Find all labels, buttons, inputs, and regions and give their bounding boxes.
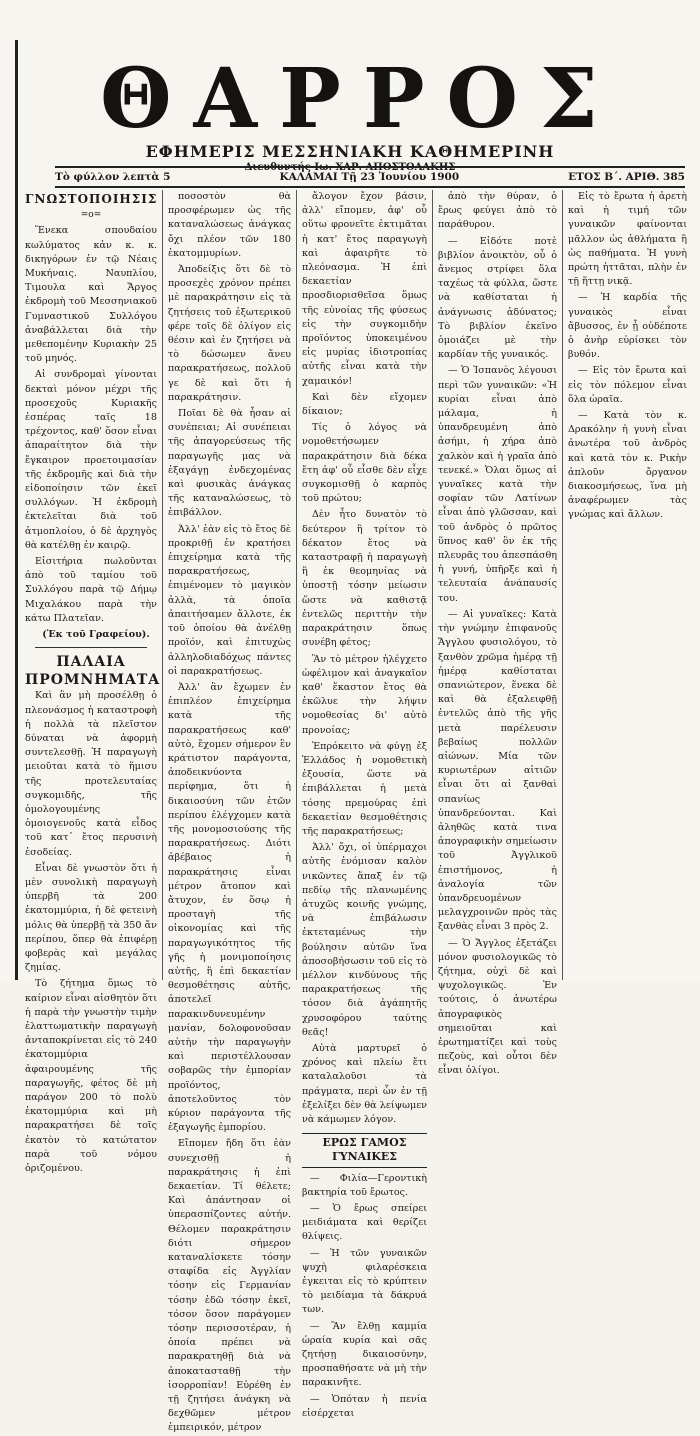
director-line: Διευθυντής Ιω. ΧΑΡ. ΑΠΟΣΤΟΛΑΚΗΣ [244,162,456,173]
paragraph: ἄλογον ἔχον βάσιν, ἀλλ' εἴπομεν, ἀφ' οὗ οὕτω φρονεῖτε ἐκτιμᾶται ἡ κατ' ἔτος παραγωγὴ καὶ ἀφαιρῆτε τὸ πλεόνασμα. Ἡ ἐπὶ δεκαετίαν προσδιορισθεῖσα ὅμως τῆς εὐνοίας τῆς φύσεως εἰς τὴν συγκομιδὴν προϊόντος ὑποκειμένου εἰς μυρίας ἰδιοτροπίας αὐτῆς εἶναι κατὰ τὴν χαμαικόν! [302,191,427,387]
paragraph: Εἰς τὸ ἔρωτα ἡ ἀρετὴ καὶ ἡ τιμή τῶν γυναικῶν φαίνονται μᾶλλον ὡς ἀθλήματα ἢ ὡς παθήματα. Ἡ γυνὴ πρώτη ἡττᾶται, πλὴν ἐν τῇ ἥττῃ νικᾷ. [568,191,687,288]
issue-number: ΕΤΟΣ Β΄. ΑΡΙΘ. 385 [568,171,685,183]
paragraph: Ἕνεκα σπουδαίου κωλύματος κἀν κ. κ. δικηγόρων ἐν τῷ Νέαις Μυκήναις. Ναυπλίου, Τιμουλα καὶ Ἄργος ἐκδρομὴ τοῦ Μεσσηνιακοῦ Γυμναστικοῦ Συλλόγου ἀναβάλλεται διὰ τὴν μεθεπομένην Κυριακὴν 25 τοῦ μηνός. [25,225,157,365]
column-3 [296,190,432,1419]
paragraph: Εἰσιτήρια πωλοῦνται ἀπὸ τοῦ ταμίου τοῦ Συλλόγου παρὰ τῷ Δήμῳ Μιχαλάκου παρὰ τὴν κάτω Πλατεῖαν. [25,556,157,624]
column-1 [20,190,162,1174]
aphorism: — Ἂν ἔλθῃ καμμία ὡραία κυρία καὶ σᾶς ζητήσῃ δικαιοσύνην, προσπαθήσατε νὰ μὴ τὴν παρακινῆτε. [302,1320,427,1389]
page-edge-rule [15,40,18,980]
paragraph: Ἀλλ' ὄχι, οἱ ὑπέρμαχοι αὐτῆς ἐνόμισαν καλὸν νικῶντες ἅπαξ ἐν τῷ πεδίῳ τῆς πλανωμένης ἀτυχῶς κοινῆς γνώμης, νὰ ἐπιβάλωσιν ἐκτεταμένως τὴν βούλησιν αὐτῶν ἵνα ἀποσοβήσωσιν τοῦ εἰς τὸ μέλλον κινδύνους τῆς παρακρατήσεως τῆς τόσον διὰ ἀγάπητῆς χρυσοφόρου ταύτης θεᾶς! [302,842,427,1038]
aphorism: — Φιλία—Γεροντικὴ βακτηρία τοῦ ἔρωτος. [302,1172,427,1198]
article-heading: ΠΑΛΑΙΑ ΠΡΟΜΝΗΜΑΤΑ [25,654,161,689]
paragraph: Αἱ συνδρομαὶ γίνονται δεκταὶ μόνον μέχρι τῆς προσεχοῦς Κυριακῆς ἐσπέρας ταῖς 18 τρέχοντος, καθ' ὅσον εἶναι ἀπαραίτητον διὰ τὴν ἔγκαιρον προετοιμασίαν τῆς ἐκδρομῆς καὶ διὰ τὴν εἰδοποίησιν τῶν ἐκεῖ συλλόγων. Ἡ ἐκδρομὴ ἐκτελεῖται διὰ τοῦ ἀτμοπλοίου, ὁ δὲ ἀρχηγὸς θὰ κατέλθῃ ἐν καιρῷ. [25,369,157,551]
notice-heading: ΓΝΩΣΤΟΠΟΙΗΣΙΣ [25,192,158,206]
paragraph: Καὶ δὲν εἴχομεν δίκαιον; [302,391,427,418]
column-4 [432,190,562,1077]
paragraph: — Εἰδότε ποτὲ βιβλίον ἀνοικτὸν, οὗ ὁ ἄνεμος στρίφει ὅλα ταχέως τὰ φύλλα, ὥστε νὰ καθίσταται ἡ ἀνάγνωσις ἀδύνατος; Τὸ βιβλίον ἐκεῖνο ὁμοιάζει μὲ τὴν καρδίαν τῆς γυναικός. [438,235,557,361]
paragraph: — Αἱ γυναῖκες: Κατὰ τὴν γνώμην ἐπιφανοῦς Ἄγγλου φυσιολόγου, τὸ ξανθὸν χρῶμα ἡμέρᾳ τῇ ἡμέρᾳ καθίσταται σπανιώτερον, ἕνεκα δὲ καὶ θὰ ἐξαλειφθῇ ἐντελῶς ἀπὸ τῆς γῆς μετὰ παρέλευσιν βεβαίως πολλῶν αἰώνων. Μία τῶν κυριωτέρων αἰτιῶν εἶναι ὅτι αἱ ξανθαὶ σπανίως ὑπανδρεύονται. Καὶ ἀληθῶς κατὰ τινα ἀπογραφικὴν σημείωσιν τοῦ Ἀγγλικοῦ ἐπιστήμονος, ἡ ἀναλογία τῶν ὑπανδρευομένων μελαγχροινῶν πρὸς τὰς ξανθὰς εἶναι 3 πρὸς 2. [438,608,557,933]
paragraph: ποσοστὸν θὰ προσφέρωμεν ὡς τῆς καταναλώσεως ἀνάγκας ὄχι πλέον τῶν 180 ἑκατομμυρίων. [168,191,291,259]
paragraph: — Κατὰ τὸν κ. Δρακόλην ἡ γυνὴ εἶναι ἀνωτέρα τοῦ ἀνδρὸς καὶ κατὰ τὸν κ. Ρικὴν ἀπλοῦν ὄργανον διακοσμήσεως, ἵνα μὴ ἀναφέρωμεν τὰς γνώμας καὶ ἄλλων. [568,410,687,521]
section-heading-box: ΕΡΩΣ ΓΑΜΟΣ ΓΥΝΑΙΚΕΣ [302,1133,427,1167]
masthead [0,51,700,173]
paragraph: Ἀποδείξις ὅτι δὲ τὸ προσεχὲς χρόνον πρέπει μὲ παρακράτησιν εἰς τὰ ζητήσεις τοῦ ἐξωτερικοῦ φέρε τοῖς δὲ ὀλίγον εἰς θέσιν καὶ ἐν ζητήσει νὰ τὸ δώσωμεν ἄνευ παρακρατήσεως, πολλοῦ γε δὲ καὶ ὅτι ἡ παρακράτησιν. [168,264,291,403]
paragraph: Αὐτὰ μαρτυρεῖ ὁ χρόνος καὶ πλείω ἔτι καταλαλοῦσι τὰ πράγματα, περὶ ὧν ἐν τῇ ἐξελίξει δὲν θὰ λείψωμεν νὰ κάμωμεν λόγον. [302,1042,427,1125]
paragraph: Εἴπομεν ἤδη ὅτι ἐὰν συνεχισθῇ ἡ παρακράτησις ἡ ἐπὶ δεκαετίαν. Τί θέλετε; Καὶ ἀπάντησαν οἱ ὑπερασπίζοντες αὐτήν. Θέλομεν παρακράτησιν διότι σήμερον καταναλίσκετε τόσην σταφίδα εἰς Ἀγγλίαν τόσην εἰς Γερμανίαν τόσην ἐδῶ τόσην ἐκεῖ, τόσον ὅσον παράγομεν τόσην περισσοτέραν, ἡ ὁποία πρέπει νὰ παρακρατηθῇ διὰ νὰ ἀποκατασταθῇ τὴν ἰσορροπίαν! Εὐρέθη ἐν τῇ ζητήσει ἀνάγκη νὰ δεχθῶμεν μέτρον ἐμπειρικόν, μέτρον [168,1138,291,1434]
paragraph: ἀπὸ τὴν θύραν, ὁ ἔρως φεύγει ἀπὸ τὸ παράθυρον. [438,191,557,231]
column-5 [562,190,692,980]
article-columns [20,190,692,1434]
paragraph: — Εἰς τὸν ἔρωτα καὶ εἰς τὸν πόλεμον εἶναι ὅλα ὡραῖα. [568,365,687,405]
column-2 [162,190,296,1434]
issue-date: ΚΑΛΑΜΑΙ Τῇ 23 Ἰουνίου 1900 [279,171,460,183]
paragraph: — Ὁ Ἰσπανὸς λέγουσι περὶ τῶν γυναικῶν: «Ἡ κυρίαι εἶναι ἀπὸ μάλαμα, ἡ ὑπανδρευμένη ἀπὸ ἀσήμι, ἡ χήρα ἀπὸ χαλκὸν καὶ ἡ γραῖα ἀπὸ τενεκέ.» Ὁλαι ὅμως αἱ γυναῖκες κατὰ τὴν σοφίαν τῶν Λατίνων εἶναι ἀπὸ γλῶσσαν, καὶ τοῦ ἀνδρὸς ὁ πρῶτος ὕπνος καθ' ὃν ἐκ τῆς πλευρᾶς του ἀπεσπάσθη ἡ γυνή, ὑπῆρξε καὶ ἡ τελευταία ἀνάπαυσίς του. [438,365,557,604]
paragraph: Τὸ ζήτημα ὅμως τὸ καίριον εἶναι αἰσθητὸν ὅτι ἡ παρὰ τὴν γνωστὴν τιμὴν ἐλαττωματικὴν παραγωγὴ ἀνταποκρίνεται εἰς τὸ 240 ἑκατομμύρια ἀφαιρουμένης τῆς παραγωγῆς, φέτος δὲ μὴ παράγον 200 τὸ πολὺ ἑκατομμύρια καὶ μὴ παρακρατήσει δὲ τοῖς ἐκατὸν τὸ κατώτατον παρὰ τοῦ νόμου ὁριζομένου. [25,978,157,1174]
dateline-bar [55,166,685,188]
paragraph: — Ἡ καρδία τῆς γυναικὸς εἶναι ἄβυσσος, ἐν ᾗ οὐδέποτε ὁ ἀνὴρ εὑρίσκει τὸν βυθόν. [568,292,687,361]
paragraph: Ποῖαι δὲ θὰ ἦσαν αἱ συνέπειαι; Αἱ συνέπειαι τῆς ἀπαγορεύσεως τῆς παραγωγῆς μας νὰ ἐξαγάγῃ ἐνδεχομένας καὶ φυσικὰς ἀνάγκας τῆς καταναλώσεως, τὸ ἐπιβάλλον. [168,408,291,519]
issue-price: Τὸ φύλλον λεπτὰ 5 [55,171,171,183]
paragraph: Ἐπρόκειτο νὰ φύγῃ ἐξ Ἑλλάδος ἡ νομοθετικὴ ἐξουσία, ὥστε νὰ ἐπιβάλλεται ἡ μετὰ τόσης πρεμούρας ἐπὶ δεκαετίαν θεσμοθέτησις τῆς παρακρατήσεως; [302,740,427,837]
notice-source: (Ἐκ τοῦ Γραφείου). [42,629,150,641]
paragraph: Δὲν ἦτο δυνατὸν τὸ δεύτερον ἢ τρίτον τὸ δέκατον ἔτος νὰ καταστραφῇ ἡ παραγωγὴ ἢ ἐκ θεομηνίας νὰ ὑποστῇ τόσην μείωσιν ὥστε νὰ καθιστᾷ ἐντελῶς περιττὴν τὴν παρακράτησιν ὅπως συνέβη φέτος; [302,509,427,649]
paragraph: — Ὁ Ἄγγλος ἐξετάζει μόνον φυσιολογικῶς τὸ ζήτημα, οὐχὶ δὲ καὶ ψυχολογικῶς. Ἐν τούτοις, ὁ ἀνωτέρω ἀπογραφικὸς σημειοῦται καὶ ἐρωτηματίζει καὶ τοὺς πεζοὺς, καὶ οὗτοι δὲν εἶναι ὀλίγοι. [438,937,557,1077]
aphorism: — Ὁπόταν ἡ πενία εἰσέρχεται [302,1393,427,1419]
paragraph: Ἀλλ' ἐὰν εἰς τὸ ἔτος δὲ προκριθῇ ἐν κρατήσει ἐπιχείρημα κατὰ τῆς παρακρατήσεως, ἐπιμένομεν τὸ μαγικὸν ἀλλὰ, τὰ ὁποῖα ἀπαιτήσαμεν ἄλλοτε, ἐκ τοῦ ὁποίου θὰ ἀνέλθῃ προϊόν, καὶ ἐπιτυχὼς ἀλληλοδιαδόχως πάντες οἱ παρακρατήσεως. [168,523,291,677]
paragraph: Τίς ὁ λόγος νὰ νομοθετήσωμεν παρακράτησιν διὰ δέκα ἔτη ἀφ' οὗ εἶσθε δὲν εἶχε συγκομισθῇ ὁ καρπὸς τοῦ πρώτου; [302,422,427,505]
aphorisms-list [302,1172,427,1421]
section-divider [35,647,147,648]
aphorism: — Ἡ τῶν γυναικῶν ψυχὴ φιλαρέσκεια ἐγκειται εἰς τὸ κρύπτειν τὸ μειδίαμα τὰ δάκρυά των. [302,1247,427,1316]
paragraph: Εἶναι δὲ γνωστὸν ὅτι ἡ μὲν συνολικὴ παραγωγὴ ὑπερβῆ τὰ 200 ἑκατομμύρια, ἡ δὲ φετεινὴ μόλις θὰ ὑπερβῇ τὰ 350 ἄν περίπου, ὅπερ θὰ ἐπιφέρῃ φοβερὰς καὶ μεγάλας ζημίας. [25,862,157,974]
paragraph: Ἂν τὸ μέτρον ἠλέγχετο ὠφέλιμον καὶ ἀναγκαῖον καθ' ἕκαστον ἔτος θὰ ἐκῶλυε τὴν λήψιν νομοθεσίας δι' αὐτὸ προνοίας; [302,653,427,736]
paragraph: Καὶ ἂν μὴ προσέλθῃ ὁ πλεονάσμος ἡ καταστροφὴ ἡ πολλὰ τὰ πλεῖστον δύναται νὰ ἀφορμὴ συντελεσθῇ. Ἡ παραγωγὴ μειοῦται κατὰ τὸ ἥμισυ τῆς προτελευταίας συγκομιδῆς, τῆς ὁμολογουμένης ὁμοιογενοῦς κατὰ εἶδος τοῦ κατ᾽ ἔτος περυσινὴ ἐσοδείας. [25,690,157,858]
newspaper-subtitle: ΕΦΗΜΕΡΙΣ ΜΕΣΣΗΝΙΑΚΗ ΚΑΘΗΜΕΡΙΝΗ [145,142,555,161]
aphorism: — Ὁ ἔρως σπείρει μειδιάματα καὶ θερίζει θλίψεις. [302,1203,427,1243]
ornament-divider: =o= [80,210,102,221]
newspaper-title: ΘΑΡΡΟΣ [100,51,620,147]
paragraph: Ἀλλ' ἂν ἔχωμεν ἐν ἐπιπλέον ἐπιχείρημα κατὰ τῆς παρακρατήσεως καθ' αὐτὸ, ἔχομεν σήμερον ἓν κράτιστον παράγοντα, ἀποδεικνύοντα περίφημα, ὅτι ἡ δικαιοσύνη τῶν ἐτῶν περίπου ἐλέγχομεν κατὰ τῆς μονομοσιούσης τῆς παρακρατήσεως. Διότι ἀβέβαιος ἡ παρακράτησις εἶναι μέτρον ἄτοπον καὶ ἄτυχον, ἐν ὅσῳ ἡ προσταγὴ τῆς οἰκονομίας καὶ τῆς παραγωγικότητος τῆς γῆς ἡ μονιμοποίησις αὐτῆς, ἢ ἐπὶ δεκαετίαν θεσμοθέτησις αὐτῆς, ἀποτελεῖ παρακινδυνευμένην μανίαν, δολοφονοῦσαν αὐτὴν τὴν παραγωγὴν καὶ περιστέλλουσαν σοβαρῶς τὴν ἐμπορίαν προϊόντος, ἀποτελοῦντος τὸν κύριον παράγοντα τῆς ἐξαγωγῆς ἐμπορίου. [168,681,291,1134]
